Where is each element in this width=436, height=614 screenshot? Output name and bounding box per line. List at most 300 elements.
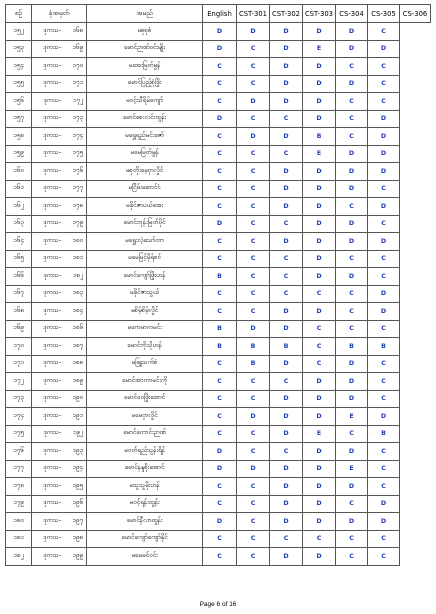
grade-cs-305: D	[368, 145, 400, 163]
roll-prefix: ဒုကသ-	[43, 201, 62, 209]
grade-cs-305: D	[368, 110, 400, 128]
grade-cs-304: C	[336, 110, 368, 128]
grade-english: C	[203, 250, 237, 268]
student-name-cell: မောင်နီလာထွန်း	[87, 513, 203, 531]
serial-cell: ၁၆၉	[6, 320, 32, 338]
grade-cst-303: D	[303, 250, 336, 268]
roll-number-cell	[32, 233, 87, 251]
grade-cst-302: D	[270, 163, 303, 181]
roll-prefix: ဒုကသ-	[43, 289, 62, 297]
header-cst-303: CST-303	[303, 5, 336, 23]
grade-cst-301: C	[237, 40, 270, 58]
roll-number-cell	[32, 530, 87, 548]
grade-cst-303: C	[303, 285, 336, 303]
grade-cst-303: C	[303, 355, 336, 373]
roll-number: ၁၇၅	[72, 149, 83, 157]
grade-cst-301: B	[237, 338, 270, 356]
grade-english: B	[203, 320, 237, 338]
grade-cst-301: C	[237, 75, 270, 93]
grade-cst-302: D	[270, 303, 303, 321]
grade-english: C	[203, 425, 237, 443]
student-name-cell: မစိမ့်စိမ့်လှိုင်	[87, 303, 203, 321]
grade-cs-305: C	[368, 23, 400, 41]
roll-prefix: ဒုကသ-	[43, 236, 62, 244]
roll-number: ၁၆၈	[72, 26, 83, 34]
grade-cst-303: D	[303, 495, 336, 513]
grade-cst-301: C	[237, 443, 270, 461]
grade-cs-304: C	[336, 93, 368, 111]
grade-cs-305: C	[368, 93, 400, 111]
grade-english: C	[203, 180, 237, 198]
serial-cell: ၁၅၂	[6, 23, 32, 41]
grade-cst-301: D	[237, 408, 270, 426]
serial-cell: ၁၅၉	[6, 145, 32, 163]
table-body	[6, 23, 431, 566]
roll-prefix: ဒုကသ-	[43, 499, 62, 507]
table-row	[6, 250, 431, 268]
grade-cst-302: D	[270, 355, 303, 373]
serial-cell: ၁၆၈	[6, 303, 32, 321]
student-name-cell: မောင်ပြည့်စုံဖြိုး	[87, 75, 203, 93]
roll-number-cell	[32, 425, 87, 443]
roll-number-cell	[32, 320, 87, 338]
roll-number: ၁၇၇	[72, 184, 83, 192]
grade-cst-302: D	[270, 128, 303, 146]
roll-prefix: ဒုကသ-	[43, 79, 62, 87]
grade-cst-303: D	[303, 110, 336, 128]
grade-cst-302: D	[270, 75, 303, 93]
grade-cst-302: D	[270, 408, 303, 426]
roll-number-cell	[32, 110, 87, 128]
serial-cell: ၁၇၅	[6, 425, 32, 443]
roll-prefix: ဒုကသ-	[43, 114, 62, 122]
grade-cst-303: D	[303, 215, 336, 233]
grade-english: C	[203, 355, 237, 373]
grade-cst-301: C	[237, 180, 270, 198]
grade-cs-304: C	[336, 198, 368, 216]
serial-cell: ၁၅၃	[6, 40, 32, 58]
table-row	[6, 163, 431, 181]
serial-cell: ၁၈၀	[6, 513, 32, 531]
grade-cs-305: C	[368, 530, 400, 548]
roll-number: ၁၉၇	[72, 516, 83, 524]
table-row	[6, 75, 431, 93]
roll-prefix: ဒုကသ-	[43, 271, 62, 279]
grade-cs-305: D	[368, 233, 400, 251]
roll-number: ၁၇၈	[72, 201, 83, 209]
grade-cst-301: C	[237, 530, 270, 548]
grade-cst-301: C	[237, 425, 270, 443]
header-name: အမည်	[87, 5, 203, 23]
grade-cs-305: C	[368, 268, 400, 286]
roll-number-cell	[32, 373, 87, 391]
roll-number: ၁၉၆	[72, 499, 83, 507]
grade-cst-301: D	[237, 320, 270, 338]
grade-cst-301: C	[237, 198, 270, 216]
student-name-cell: မဝတ်ရည်သွန်းရိန်	[87, 443, 203, 461]
roll-number: ၁၇၃	[72, 114, 83, 122]
student-name-cell: မမေမင်ဝင်း	[87, 548, 203, 566]
grade-english: C	[203, 390, 237, 408]
grade-cst-303: D	[303, 513, 336, 531]
roll-number: ၁၉၅	[72, 481, 83, 489]
results-table	[5, 4, 431, 566]
roll-prefix: ဒုကသ-	[43, 464, 62, 472]
roll-prefix: ဒုကသ-	[43, 359, 62, 367]
table-row	[6, 408, 431, 426]
grade-cs-304: D	[336, 23, 368, 41]
grade-cst-303: D	[303, 303, 336, 321]
grade-cs-304: E	[336, 460, 368, 478]
roll-number-cell	[32, 460, 87, 478]
roll-prefix: ဒုကသ-	[43, 551, 62, 559]
table-row	[6, 198, 431, 216]
roll-number: ၁၈၆	[72, 324, 83, 332]
grade-english: C	[203, 233, 237, 251]
roll-number-cell	[32, 180, 87, 198]
grade-cs-305: B	[368, 338, 400, 356]
student-name-cell: မောင်ကျော်ကျော်နိုင်	[87, 530, 203, 548]
grade-cs-305: C	[368, 180, 400, 198]
roll-number: ၁၈၃	[72, 289, 83, 297]
roll-prefix: ဒုကသ-	[43, 446, 62, 454]
grade-english: C	[203, 163, 237, 181]
serial-cell: ၁၇၂	[6, 373, 32, 391]
student-name-cell: မဝင့်ရန်းထွန်း	[87, 495, 203, 513]
grade-cst-302: D	[270, 513, 303, 531]
grade-cst-301: C	[237, 145, 270, 163]
roll-prefix: ဒုကသ-	[43, 516, 62, 524]
grade-cst-303: E	[303, 40, 336, 58]
student-name-cell: မောင်စေးလင်းထွန်း	[87, 110, 203, 128]
table-row	[6, 110, 431, 128]
table-row	[6, 233, 431, 251]
roll-number-cell	[32, 250, 87, 268]
grade-cst-302: D	[270, 198, 303, 216]
roll-number: ၁၈၉	[72, 376, 83, 384]
serial-cell: ၁၆၀	[6, 163, 32, 181]
grade-english: C	[203, 478, 237, 496]
grade-cst-302: D	[270, 478, 303, 496]
grade-cst-303: D	[303, 93, 336, 111]
grade-cst-302: C	[270, 110, 303, 128]
roll-number-cell	[32, 163, 87, 181]
roll-number-cell	[32, 303, 87, 321]
serial-cell: ၁၆၃	[6, 215, 32, 233]
grade-cst-302: B	[270, 338, 303, 356]
serial-cell: ၁၇၃	[6, 390, 32, 408]
grade-cst-301: C	[237, 513, 270, 531]
grade-cs-305: D	[368, 513, 400, 531]
grade-cst-303: D	[303, 198, 336, 216]
roll-prefix: ဒုကသ-	[43, 534, 62, 542]
roll-number-cell	[32, 75, 87, 93]
roll-number: ၁၇၉	[72, 219, 83, 227]
grade-cst-303: D	[303, 75, 336, 93]
grade-cs-305: D	[368, 163, 400, 181]
grade-cst-302: D	[270, 23, 303, 41]
grade-english: C	[203, 548, 237, 566]
grade-cs-304: D	[336, 268, 368, 286]
serial-cell: ၁၇၁	[6, 355, 32, 373]
table-row	[6, 303, 431, 321]
roll-number: ၁၉၁	[72, 411, 83, 419]
grade-cst-302: C	[270, 373, 303, 391]
grade-cst-303: E	[303, 425, 336, 443]
table-row	[6, 268, 431, 286]
grade-cst-302: C	[270, 215, 303, 233]
student-name-cell: မမေမြင့်မိုရ်စင်	[87, 250, 203, 268]
grade-english: C	[203, 198, 237, 216]
header-cs-304: CS-304	[336, 5, 368, 23]
roll-prefix: ဒုကသ-	[43, 306, 62, 314]
grade-cs-304: C	[336, 250, 368, 268]
grade-cs-305: D	[368, 303, 400, 321]
table-row	[6, 355, 431, 373]
table-row	[6, 513, 431, 531]
serial-cell: ၁၈၁	[6, 530, 32, 548]
grade-english: C	[203, 303, 237, 321]
student-name-cell: မောင်ဘုန်းမြတ်ပိုင်	[87, 215, 203, 233]
student-name-cell: မောင်အာကာမင်းကို	[87, 373, 203, 391]
grade-cst-302: D	[270, 58, 303, 76]
grade-cs-304: C	[336, 425, 368, 443]
roll-number-cell	[32, 285, 87, 303]
roll-number-cell	[32, 390, 87, 408]
grade-cst-303: D	[303, 478, 336, 496]
table-row	[6, 40, 431, 58]
grade-cst-303: D	[303, 163, 336, 181]
table-row	[6, 373, 431, 391]
grade-cs-305: C	[368, 320, 400, 338]
grade-cs-305: C	[368, 75, 400, 93]
serial-cell: ၁၆၄	[6, 233, 32, 251]
page-footer: Page 6 of 16	[199, 601, 237, 608]
table-row	[6, 530, 431, 548]
roll-number-cell	[32, 513, 87, 531]
serial-cell: ၁၆၂	[6, 198, 32, 216]
roll-number: ၁၈၄	[72, 306, 83, 314]
table-row	[6, 460, 431, 478]
grade-english: C	[203, 373, 237, 391]
roll-number: ၁၆၉	[72, 44, 83, 52]
roll-prefix: ဒုကသ-	[43, 429, 62, 437]
grade-english: C	[203, 58, 237, 76]
grade-cst-302: D	[270, 320, 303, 338]
grade-cs-304: D	[336, 145, 368, 163]
student-name-cell: မောင်ဘိုသိုဟန်	[87, 338, 203, 356]
grade-cst-303: D	[303, 390, 336, 408]
grade-cst-303: D	[303, 268, 336, 286]
table-row	[6, 58, 431, 76]
table-row	[6, 338, 431, 356]
grade-cs-305: C	[368, 460, 400, 478]
grade-cst-303: D	[303, 443, 336, 461]
roll-prefix: ဒုကသ-	[43, 341, 62, 349]
grade-cs-304: E	[336, 408, 368, 426]
grade-cst-301: C	[237, 548, 270, 566]
grade-cs-305: D	[368, 128, 400, 146]
grade-cst-303: D	[303, 58, 336, 76]
header-roll-number: ခုံအမှတ်	[32, 5, 87, 23]
roll-prefix: ဒုကသ-	[43, 324, 62, 332]
grade-cs-305: C	[368, 373, 400, 391]
grade-cs-304: D	[336, 355, 368, 373]
roll-prefix: ဒုကသ-	[43, 149, 62, 157]
grade-cs-304: D	[336, 75, 368, 93]
grade-cst-301: C	[237, 495, 270, 513]
table-row	[6, 390, 431, 408]
roll-number: ၁၇၂	[72, 96, 83, 104]
grade-cs-305: D	[368, 408, 400, 426]
grade-cst-301: D	[237, 23, 270, 41]
grade-cs-305: D	[368, 495, 400, 513]
grade-cst-302: D	[270, 548, 303, 566]
grade-cst-301: D	[237, 460, 270, 478]
grade-cst-301: C	[237, 303, 270, 321]
grade-cs-304: C	[336, 495, 368, 513]
student-name-cell: မောင်ကျော်ဖြိုးဟန်	[87, 268, 203, 286]
roll-number-cell	[32, 58, 87, 76]
grade-cst-302: C	[270, 250, 303, 268]
grade-english: C	[203, 530, 237, 548]
grade-cst-303: D	[303, 548, 336, 566]
roll-prefix: ဒုကသ-	[43, 481, 62, 489]
roll-number: ၁၉၉	[72, 551, 83, 559]
grade-english: C	[203, 145, 237, 163]
serial-cell: ၁၅၆	[6, 93, 32, 111]
roll-number: ၁၉၀	[72, 394, 83, 402]
grade-cs-305: C	[368, 478, 400, 496]
serial-cell: ၁၅၇	[6, 110, 32, 128]
grade-cs-305: C	[368, 548, 400, 566]
grade-cst-301: C	[237, 110, 270, 128]
roll-number-cell	[32, 355, 87, 373]
student-name-cell: မငြိမ်းဆောင်ငံ	[87, 180, 203, 198]
roll-number-cell	[32, 128, 87, 146]
student-name-cell: မသူသူမိုးဟန်	[87, 478, 203, 496]
serial-cell: ၁၅၄	[6, 58, 32, 76]
table-row	[6, 320, 431, 338]
serial-cell: ၁၇၉	[6, 495, 32, 513]
serial-cell: ၁၇၈	[6, 478, 32, 496]
roll-prefix: ဒုကသ-	[43, 411, 62, 419]
roll-number: ၁၇၁	[72, 79, 83, 87]
grade-cs-304: D	[336, 478, 368, 496]
grade-cs-305: D	[368, 198, 400, 216]
grade-cs-304: B	[336, 338, 368, 356]
table-row	[6, 215, 431, 233]
grade-english: D	[203, 513, 237, 531]
header-serial: စဉ်	[6, 5, 32, 23]
grade-cst-302: D	[270, 233, 303, 251]
grade-cs-305: C	[368, 355, 400, 373]
student-name-cell: မစုတိုးမေ့ဝှာလှိုင်	[87, 163, 203, 181]
grade-english: D	[203, 215, 237, 233]
student-name-cell: မကေမာကမင်း	[87, 320, 203, 338]
grade-english: D	[203, 40, 237, 58]
serial-cell: ၁၆၅	[6, 250, 32, 268]
grade-cst-301: C	[237, 373, 270, 391]
grade-cst-303: C	[303, 530, 336, 548]
grade-english: C	[203, 128, 237, 146]
table-row	[6, 443, 431, 461]
table-row	[6, 548, 431, 566]
header-cs-306: CS-306	[400, 5, 431, 23]
table-row	[6, 93, 431, 111]
grade-cs-304: C	[336, 530, 368, 548]
student-name-cell: မအေးမြတ်မွန်	[87, 58, 203, 76]
grade-cs-305: D	[368, 40, 400, 58]
serial-cell: ၁၇၆	[6, 443, 32, 461]
roll-prefix: ဒုကသ-	[43, 219, 62, 227]
roll-prefix: ဒုကသ-	[43, 166, 62, 174]
student-name-cell: မမေဝှာလှိုင်	[87, 408, 203, 426]
grade-english: C	[203, 93, 237, 111]
grade-cst-303: E	[303, 145, 336, 163]
grade-cst-301: B	[237, 355, 270, 373]
roll-number-cell	[32, 338, 87, 356]
grade-cs-305: B	[368, 425, 400, 443]
grade-cs-304: C	[336, 128, 368, 146]
grade-cst-303: B	[303, 128, 336, 146]
grade-cst-302: D	[270, 460, 303, 478]
grade-cst-301: C	[237, 215, 270, 233]
table-row	[6, 285, 431, 303]
roll-number-cell	[32, 408, 87, 426]
roll-number: ၁၈၈	[72, 359, 83, 367]
grade-cs-304: D	[336, 40, 368, 58]
serial-cell: ၁၇၇	[6, 460, 32, 478]
grade-cst-303: D	[303, 23, 336, 41]
student-name-cell: မောင်ကောင်းဉာဏ်	[87, 425, 203, 443]
header-cst-302: CST-302	[270, 5, 303, 23]
roll-number: ၁၇၀	[72, 61, 83, 69]
grade-english: D	[203, 443, 237, 461]
grade-cst-302: C	[270, 145, 303, 163]
student-name-cell: မဝင့်သီရိမ်ကျော်	[87, 93, 203, 111]
student-name-cell: မရွှေးလဲ့သော်တာ	[87, 233, 203, 251]
roll-number-cell	[32, 198, 87, 216]
grade-cst-302: D	[270, 93, 303, 111]
grade-cst-303: D	[303, 373, 336, 391]
roll-prefix: ဒုကသ-	[43, 44, 62, 52]
table-row	[6, 478, 431, 496]
serial-cell: ၁၆၇	[6, 285, 32, 303]
roll-number: ၁၈၀	[72, 236, 83, 244]
student-name-cell: မောင်ဉာဏ်ဝင်းမျိုး	[87, 40, 203, 58]
grade-cst-302: D	[270, 40, 303, 58]
roll-number: ၁၈၁	[72, 254, 83, 262]
grade-cs-304: C	[336, 548, 368, 566]
roll-number: ၁၈၂	[72, 271, 83, 279]
grade-cst-303: D	[303, 460, 336, 478]
student-name-cell: မစုစုစံ	[87, 23, 203, 41]
grade-english: D	[203, 110, 237, 128]
grade-cst-303: C	[303, 338, 336, 356]
grade-cst-302: C	[270, 268, 303, 286]
grade-english: B	[203, 338, 237, 356]
grade-cst-302: C	[270, 285, 303, 303]
grade-cs-304: D	[336, 373, 368, 391]
serial-cell: ၁၈၂	[6, 548, 32, 566]
grade-cst-302: D	[270, 180, 303, 198]
roll-number: ၁၇၆	[72, 166, 83, 174]
student-name-cell: မောင်ဝေဖြိုးအောင်	[87, 390, 203, 408]
grade-cst-301: C	[237, 58, 270, 76]
grade-english: B	[203, 268, 237, 286]
grade-cst-302: C	[270, 530, 303, 548]
